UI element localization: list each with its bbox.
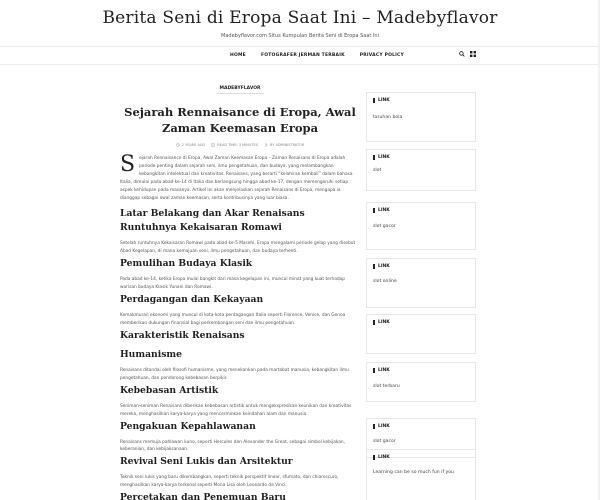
- read-time: READ TIME: 3 MINUTES: [217, 143, 258, 147]
- section-heading: Percetakan dan Penemuan Baru: [120, 492, 286, 500]
- section-heading: Humanisme: [120, 348, 182, 360]
- sidebar: [366, 92, 476, 500]
- link-widget: [366, 314, 476, 354]
- widget-link[interactable]: slot terbaru: [373, 384, 400, 389]
- link-widget: [366, 449, 476, 500]
- widget-title: LINK: [373, 320, 390, 325]
- widget-title: LINK: [373, 264, 390, 269]
- category-badge[interactable]: MADEBYFLAVOR: [216, 86, 264, 94]
- link-widget: [366, 362, 476, 402]
- widget-link[interactable]: taruhan bola: [373, 115, 403, 120]
- nav-item-privacy[interactable]: PRIVACY POLICY: [359, 52, 405, 58]
- widget-link[interactable]: Learning can be so much fun if you: [373, 470, 454, 475]
- widget-title: LINK: [373, 98, 390, 103]
- widget-title: LINK: [373, 155, 390, 160]
- widget-link[interactable]: slot online: [373, 279, 397, 284]
- link-widget: [366, 92, 476, 142]
- section-text: Seniman-seniman Renaisans diberikan kebebasan artistik untuk mengekspresikan keunikan dan kreativitas mereka, menghasilkan karya-karya yang mencerminkan keindahan alam dan manusia.: [120, 403, 352, 417]
- clock-icon: [176, 143, 180, 147]
- section-text: Teknik seni lukis yang baru dikembangkan, seperti teknik perspektif linear, sfumato, dan chiaroscuro, menghasilkan karya-karya terkenal seperti Mona Lisa oleh Leonardo da Vinci.: [120, 475, 339, 489]
- section-heading: Pengakuan Kepahlawanan: [120, 420, 256, 432]
- intro-paragraph: [120, 152, 360, 202]
- post-date: 2 YEARS AGO: [181, 143, 206, 147]
- widget-title: LINK: [373, 208, 390, 213]
- widget-link[interactable]: slot gacor: [373, 439, 396, 444]
- section-heading: Kebebasan Artistik: [120, 384, 219, 396]
- section-text: Renaisans memuja pahlawan kuno, seperti Hercules dan Alexander the Great, sebagai simbol kebijakan, keberanian, dan kebijaksanaan.: [120, 439, 345, 453]
- section-heading: Runtuhnya Kekaisaran Romawi: [120, 222, 282, 234]
- site-title[interactable]: Berita Seni di Eropa Saat Ini – Madebyflavor: [102, 8, 498, 28]
- widget-link[interactable]: slot gacor: [373, 224, 396, 229]
- article: [120, 86, 360, 500]
- site-tagline: Madebyflavor.com Situs Kumpulan Berita Seni di Eropa Saat Ini: [221, 33, 379, 39]
- link-widget: [366, 258, 476, 308]
- link-widget: [366, 149, 476, 191]
- section-heading: Latar Belakang dan Akar Renaisans: [120, 208, 305, 220]
- section-text: Renaisans ditandai oleh filosofi humanisme, yang menekankan pada martabat manusia, kebangkitan ilmu pengetahuan, dan pendorong kebebasan berpikir.: [120, 367, 349, 381]
- section-text: Setelah runtuhnya Kekaisaran Romawi pada abad ke-5 Masehi, Eropa mengalami periode gelap yang disebut Abad Kegelapan, di mana kemajuan seni, ilmu pengetahuan, dan budaya terhenti.: [120, 241, 356, 255]
- section-heading: Karakteristik Renaisans: [120, 329, 245, 341]
- widget-link[interactable]: slot: [373, 168, 382, 173]
- widget-title: LINK: [373, 455, 390, 460]
- widget-title: LINK: [373, 424, 390, 429]
- link-widget: [366, 202, 476, 250]
- post-author[interactable]: BY ADMINISTRATOR: [269, 143, 305, 147]
- nav-item-home[interactable]: HOME: [230, 52, 246, 58]
- user-icon: [264, 143, 268, 147]
- post-meta: [120, 143, 360, 147]
- section-heading: Perdagangan dan Kekayaan: [120, 294, 264, 306]
- section-heading: Revival Seni Lukis dan Arsitektur: [120, 456, 293, 468]
- main-navigation: [126, 46, 476, 64]
- nav-divider-bottom: [0, 64, 600, 65]
- book-icon: [211, 143, 215, 147]
- section-heading: Pemulihan Budaya Klasik: [120, 258, 253, 270]
- nav-item-fotografer[interactable]: FOTOGRAFER JERMAN TERBAIK: [260, 52, 345, 58]
- search-icon[interactable]: [459, 51, 465, 57]
- menu-icon[interactable]: [470, 51, 476, 57]
- section-text: Pada abad ke-14, ketika Eropa mulai bangkit dari masa kegelapan ini, muncul minat yang kuat terhadap warisan budaya Klasik Yunani dan Romawi.: [120, 277, 345, 291]
- post-title: Sejarah Rennaisance di Eropa, Awal Zaman Keemasan Eropa: [124, 105, 356, 135]
- intro-text: ejarah Rennaisance di Eropa, Awal Zaman Keemasan Eropa – Zaman Renaisans di Eropa adalah periode penting dalam sejarah seni, ilmu pengetahuan, dan budaya, yang melambangkan kebangkitan intelektual dan kreativitas. Renaisans, yang berarti “kelahiran kembali” dalam bahasa Italia, dimulai pada abad ke-14 di Italia dan berlangsung hingga abad ke-17, dengan memengaruhi setiap aspek kehidupan pada masanya. Artikel ini akan menjelaskan sejarah Renaisans di Eropa, mengapa ia dianggap sebagai awal zaman keemasan, serta kontribusinya yang luar biasa.: [120, 156, 353, 201]
- section-text: Kemakmuran ekonomi yang muncul di kota-kota perdagangan Italia seperti Florence, Venice, dan Genoa memberikan dukungan finansial bagi perkembangan seni dan ilmu pengetahuan.: [120, 313, 346, 326]
- dropcap: S: [120, 152, 136, 177]
- widget-title: LINK: [373, 368, 390, 373]
